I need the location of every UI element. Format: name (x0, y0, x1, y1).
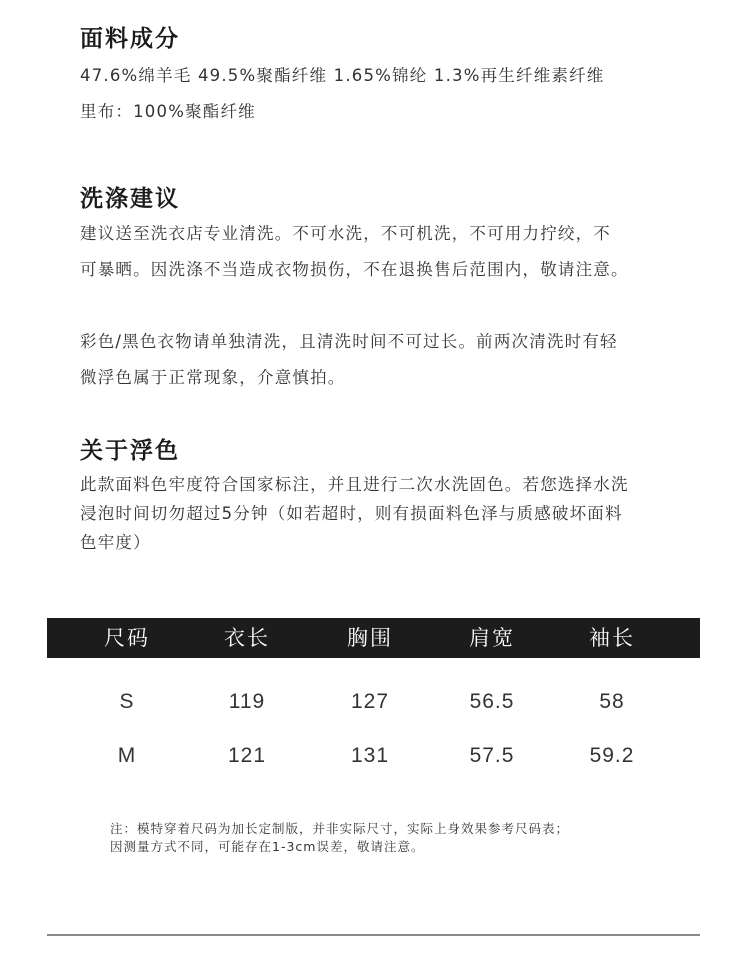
table-row (47, 736, 700, 776)
note-line: 因测量方式不同，可能存在1-3cm误差，敬请注意。 (110, 839, 425, 854)
note-line: 注：模特穿着尺码为加长定制版，并非实际尺寸，实际上身效果参考尺码表； (110, 821, 570, 836)
divider (47, 934, 700, 936)
washing-text-line: 彩色/黑色衣物请单独清洗，且清洗时间不可过长。前两次清洗时有轻 (80, 332, 618, 351)
header-size: 尺码 (104, 626, 150, 650)
fabric-title: 面料成分 (80, 26, 180, 52)
washing-text-line: 微浮色属于正常现象，介意慎拍。 (80, 368, 346, 387)
table-cell: 56.5 (469, 690, 515, 713)
size-table-header (47, 618, 700, 658)
floating-color-text-line: 此款面料色牢度符合国家标注，并且进行二次水洗固色。若您选择水洗 (80, 475, 629, 494)
table-cell: 57.5 (469, 744, 515, 767)
header-bust: 胸围 (347, 626, 393, 650)
table-cell: 131 (350, 744, 390, 767)
header-shoulder: 肩宽 (469, 626, 515, 650)
washing-text-line: 建议送至洗衣店专业清洗。不可水洗，不可机洗，不可用力拧绞，不 (80, 224, 611, 243)
table-cell: 119 (228, 690, 266, 713)
floating-color-text-line: 色牢度） (80, 533, 151, 552)
fabric-composition: 47.6%绵羊毛 49.5%聚酯纤维 1.65%锦纶 1.3%再生纤维素纤维 (80, 66, 605, 85)
washing-text-line: 可暴晒。因洗涤不当造成衣物损伤，不在退换售后范围内，敬请注意。 (80, 260, 629, 279)
table-cell: 121 (227, 744, 267, 767)
washing-title: 洗涤建议 (80, 186, 180, 212)
floating-color-text-line: 浸泡时间切勿超过5分钟（如若超时，则有损面料色泽与质感破坏面料 (80, 504, 623, 523)
fabric-lining: 里布：100%聚酯纤维 (80, 102, 256, 121)
table-cell: S (119, 690, 135, 713)
size-table (47, 618, 700, 767)
table-cell: 59.2 (589, 744, 635, 767)
table-cell: 127 (350, 690, 390, 713)
table-cell: 58 (599, 690, 625, 713)
table-cell: M (117, 744, 137, 767)
table-row (47, 682, 700, 722)
floating-color-title: 关于浮色 (80, 438, 180, 464)
header-length: 衣长 (224, 626, 270, 650)
header-sleeve: 袖长 (589, 626, 635, 650)
